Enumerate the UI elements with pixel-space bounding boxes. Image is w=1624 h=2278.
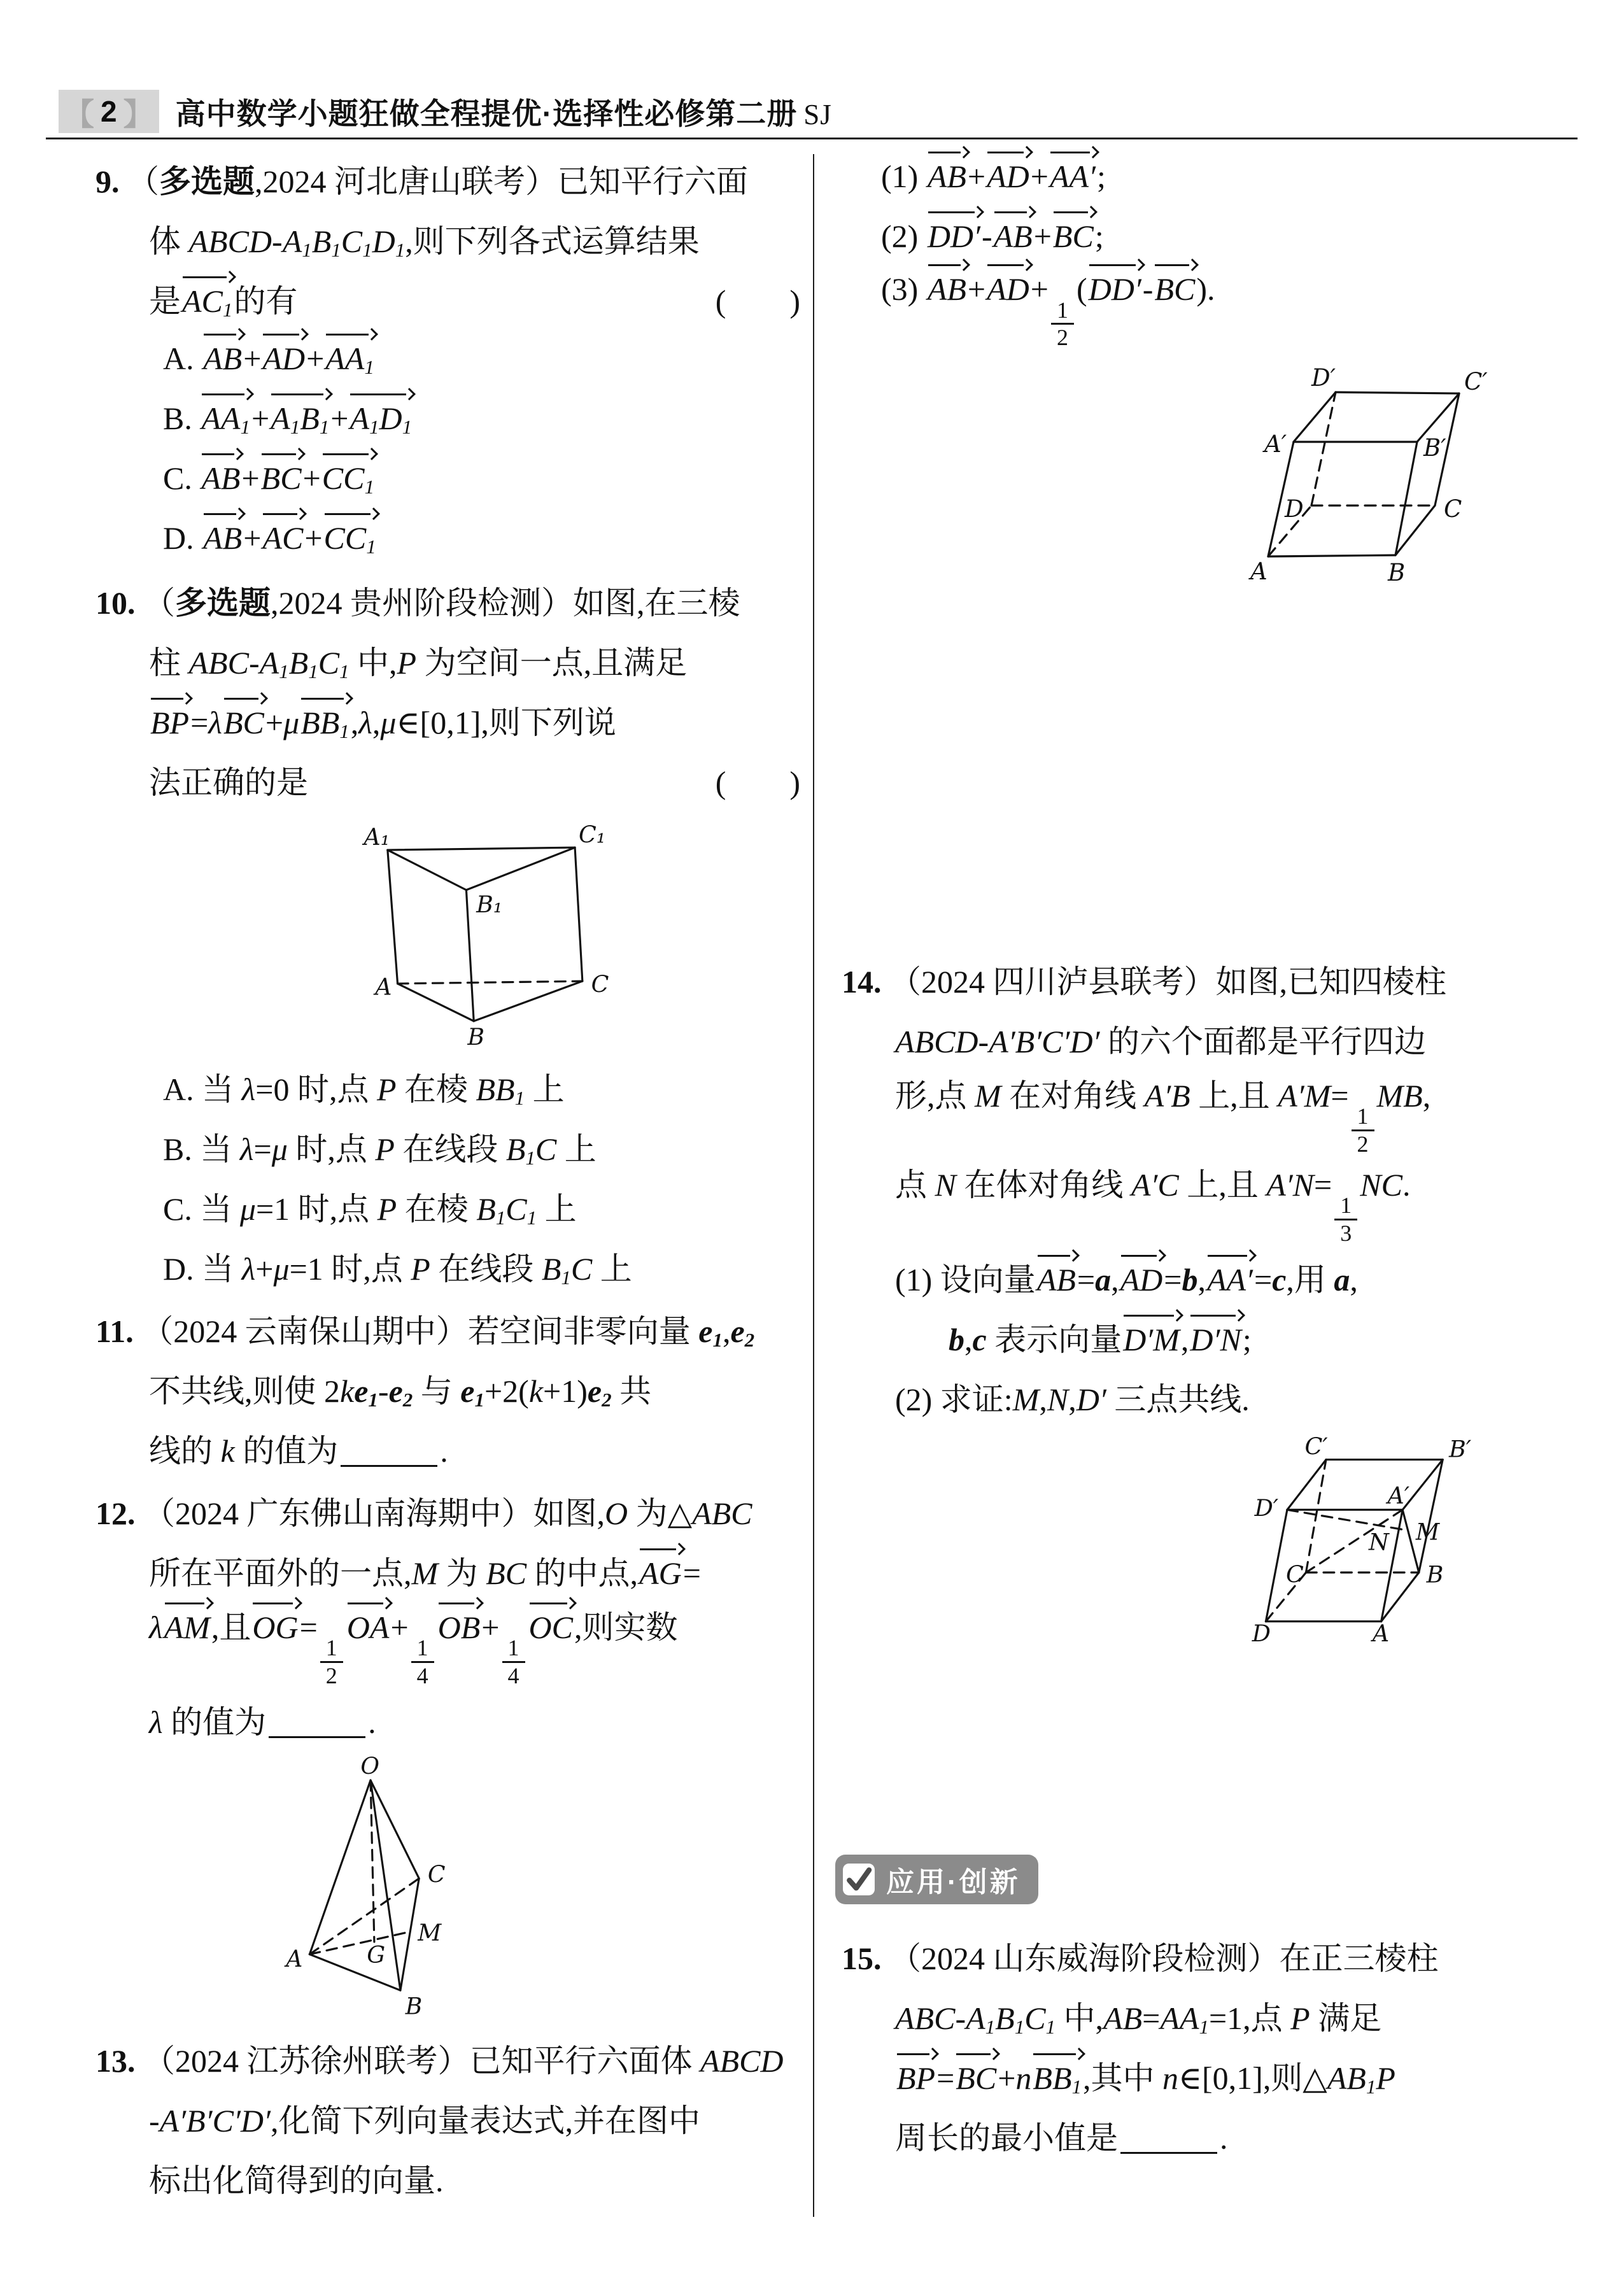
problem-line: 柱 ABC-$A_1B_1C_1$ 中,P 为空间一点,且满足 xyxy=(149,645,688,683)
vertex-label: A xyxy=(375,973,392,1001)
page-number: 2 xyxy=(101,95,117,128)
option-line: B. 当 λ=μ 时,点 P 在线段 $B_1C$ 上 xyxy=(163,1131,597,1169)
page-number-box xyxy=(59,90,159,133)
vertex-label: A xyxy=(1372,1620,1390,1648)
vertex-label: M xyxy=(1415,1518,1440,1546)
parallelepiped-drawing xyxy=(1243,364,1504,586)
vertex-label: A′ xyxy=(1387,1482,1410,1510)
problem-line: (3) AB+AD+ $\frac{1}{2}$ (DD′-BC). xyxy=(881,271,1215,351)
bracket-right: 】 xyxy=(123,97,154,132)
problem-line: (1) 设向量AB=a,AD=b,AA′=c,用 a, xyxy=(895,1262,1358,1298)
fraction: $\frac{1}{2}$ xyxy=(320,1635,343,1688)
option-line: C. $AB+BC+CC_1$ xyxy=(163,460,374,498)
section-badge-wrap xyxy=(835,1855,1558,1904)
option-line: A. 当 λ=0 时,点 P 在棱 $BB_1$ 上 xyxy=(163,1072,565,1109)
fraction: $\frac{1}{4}$ xyxy=(502,1635,525,1688)
problem-line: 周长的最小值是 . xyxy=(895,2120,1228,2156)
vertex-label: C xyxy=(1285,1560,1304,1588)
page-header xyxy=(59,88,1573,135)
prism-hidden-edges xyxy=(398,981,583,984)
vertex-label: B′ xyxy=(1449,1435,1472,1463)
problem-line: 11. （2024 云南保山期中）若空间非零向量 $e_1,e_2$ xyxy=(95,1313,755,1351)
tetra-solid-edges xyxy=(309,1780,419,1990)
problem-line: (1) AB+AD+AA′; xyxy=(881,159,1106,194)
vertex-label: B xyxy=(467,1023,485,1051)
vertex-label: C′ xyxy=(1304,1433,1328,1461)
problem-line: b,c 表示向量D′M,D′N; xyxy=(949,1322,1252,1357)
vertex-label: D xyxy=(1285,495,1304,523)
tetrahedron-drawing xyxy=(266,1752,477,2020)
header-edition: SJ xyxy=(803,98,832,131)
application-innovation-badge xyxy=(835,1855,1038,1904)
problem-line: 线的 k 的值为 . xyxy=(149,1433,448,1469)
prism-solid-edges xyxy=(388,847,583,1021)
problem-line: λAM,且OG= $\frac{1}{2}$ OA+ $\frac{1}{4}$ OB+ $\frac{1}{4}$ OC,则实数 xyxy=(149,1609,678,1688)
option-line: B. $AA_1+A_1B_1+A_1D_1$ xyxy=(163,400,413,438)
spacer xyxy=(842,1657,1558,1846)
option-line: A. $AB+AD+AA_1$ xyxy=(163,341,374,378)
tetra-hidden-edges xyxy=(309,1780,419,1954)
problem-line: -A′B′C′D′,化简下列向量表达式,并在图中 xyxy=(149,2103,700,2139)
vertex-label: C′ xyxy=(1464,368,1488,395)
vertex-label: B xyxy=(1426,1560,1444,1588)
problem-line: BP=BC+nBB$_1$,其中 n∈[0,1],则$\triangle AB_1P$ xyxy=(896,2060,1395,2098)
problem-line: 点 N 在体对角线 A′C 上,且 A′N= $\frac{1}{3}$ NC. xyxy=(895,1166,1411,1246)
figure-triangular-prism-p10 xyxy=(349,820,805,1051)
option-line: D. $AB+AC+CC_1$ xyxy=(163,520,376,558)
problem-line: 是$AC_1$的有 ( ) xyxy=(95,269,805,329)
problem-line: 13. （2024 江苏徐州联考）已知平行六面体 ABCD xyxy=(95,2043,784,2079)
vertex-label: C xyxy=(591,970,609,998)
figure-parallelepiped-p13 xyxy=(1243,364,1558,586)
option-line: D. 当 λ+μ=1 时,点 P 在线段 $B_1C$ 上 xyxy=(163,1251,632,1289)
option-line: C. 当 μ=1 时,点 P 在棱 $B_1C_1$ 上 xyxy=(163,1191,577,1229)
problem-line: 不共线,则使 $2ke_1-e_2$ 与 $e_1+2(k+1)e_2$ 共 xyxy=(149,1373,652,1411)
vertex-label: G xyxy=(367,1941,386,1969)
problem-line: 法正确的是 ( ) xyxy=(95,750,805,810)
column-divider xyxy=(813,154,814,2217)
problem-line: ABCD-A′B′C′D′ 的六个面都是平行四边 xyxy=(895,1024,1426,1059)
vertex-label: C₁ xyxy=(578,821,606,849)
problem-line: ABC-$A_1B_1C_1$ 中$,AB=AA_1=1$,点 P 满足 xyxy=(895,2000,1382,2038)
fraction: $\frac{1}{4}$ xyxy=(411,1635,434,1688)
triangular-prism-drawing xyxy=(349,820,611,1051)
vertex-label: D xyxy=(1252,1620,1271,1648)
figure-tetrahedron-p12 xyxy=(266,1752,805,2020)
vertex-label: D′ xyxy=(1311,364,1336,392)
header-rule xyxy=(46,138,1578,139)
vertex-label: A′ xyxy=(1264,430,1287,458)
answer-blank xyxy=(1120,2120,1217,2154)
fraction: $\frac{1}{2}$ xyxy=(1051,297,1074,351)
problem-line: 10. （多选题,2024 贵州阶段检测）如图,在三棱 xyxy=(95,585,740,621)
header-title: 高中数学小题狂做全程提优·选择性必修第二册 xyxy=(175,96,798,131)
vertex-label: D′ xyxy=(1254,1494,1279,1522)
figure-parallelepiped-p14 xyxy=(1240,1433,1558,1651)
ppd-solid-edges xyxy=(1268,392,1459,556)
vertex-label: B₁ xyxy=(476,891,503,919)
problem-line: 15. （2024 山东威海阶段检测）在正三棱柱 xyxy=(842,1941,1439,1976)
problem-line: (2) DD′-AB+BC; xyxy=(881,218,1104,254)
vertex-label: B xyxy=(1388,559,1406,586)
vertex-label: N xyxy=(1368,1528,1389,1556)
problem-line: 形,点 M 在对角线 A′B 上,且 A′M= $\frac{1}{2}$ MB, xyxy=(895,1077,1431,1157)
answer-parens: ( ) xyxy=(715,765,800,800)
header-title-row xyxy=(176,90,832,133)
problem-line: 标出化简得到的向量. xyxy=(149,2163,444,2198)
vertex-label: C xyxy=(1444,495,1462,523)
spacer xyxy=(842,593,1558,947)
vertex-label: O xyxy=(360,1752,380,1780)
problem-line: 所在平面外的一点,M 为 BC 的中点,AG= xyxy=(149,1555,701,1591)
problem-line: λ 的值为 . xyxy=(149,1704,376,1740)
problem-line: 14. （2024 四川泸县联考）如图,已知四棱柱 xyxy=(842,964,1446,1000)
vertex-label: C xyxy=(427,1860,446,1888)
bracket-left: 【 xyxy=(64,97,95,132)
vertex-label: A₁ xyxy=(364,823,390,851)
fraction: $\frac{1}{2}$ xyxy=(1352,1103,1374,1157)
problem-line: 12. （2024 广东佛山南海期中）如图,O 为△ABC xyxy=(95,1496,752,1531)
answer-blank xyxy=(341,1433,437,1467)
problem-line: 9. （多选题,2024 河北唐山联考）已知平行六面 xyxy=(95,164,748,199)
right-column xyxy=(842,146,1558,2165)
vertex-label: B′ xyxy=(1423,434,1446,462)
vertex-label: B xyxy=(405,1992,423,2020)
problem-line: 体 ABCD-$A_1B_1C_1D_1$,则下列各式运算结果 xyxy=(149,223,700,261)
answer-blank xyxy=(269,1704,365,1738)
vertex-label: A xyxy=(286,1945,303,1973)
badge-label: 应用·创新 xyxy=(886,1867,1020,1898)
problem-line: (2) 求证:M,N,D′ 三点共线. xyxy=(895,1382,1250,1417)
check-icon xyxy=(842,1862,876,1897)
vertex-label: M xyxy=(418,1919,442,1947)
problem-line: BP=λBC+μBB$_1$,λ,μ∈[0,1],则下列说 xyxy=(150,705,616,742)
answer-parens: ( ) xyxy=(715,283,800,319)
parallelepiped-mn-drawing xyxy=(1240,1433,1495,1651)
vertex-label: A xyxy=(1250,558,1267,585)
left-column xyxy=(95,146,805,2208)
fraction: $\frac{1}{3}$ xyxy=(1334,1192,1357,1246)
